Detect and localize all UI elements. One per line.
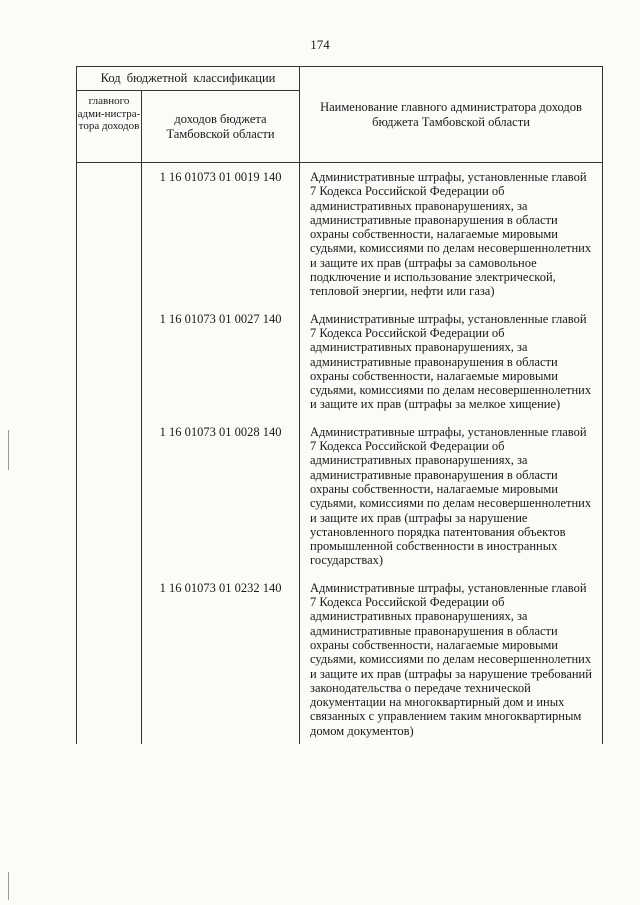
income-code-cell: 1 16 01073 01 0028 140	[142, 418, 300, 574]
header-administrator-name: Наименование главного администратора доходов бюджета Тамбовской области	[300, 67, 603, 163]
header-budget-classification-code: Код бюджетной классификации	[77, 67, 300, 91]
table-header	[77, 67, 603, 163]
income-description-cell: Административные штрафы, установленные главой 7 Кодекса Российской Федерации об административных правонарушениях, за административные правонарушения в области охраны собственности, налагаемые мировыми судьями, комиссиями по делам несовершеннолетних и защите их прав (штрафы за нарушение требований законодательства о передаче технической документации на многоквартирный дом и иных связанных с управлением таким многоквартирным домом документов)	[300, 574, 603, 744]
table-row	[77, 418, 603, 574]
admin-code-cell	[77, 163, 142, 305]
admin-code-cell	[77, 574, 142, 744]
scan-edge-mark	[8, 430, 9, 470]
admin-code-cell	[77, 305, 142, 418]
scan-edge-mark	[8, 872, 9, 900]
budget-classification-table	[76, 66, 603, 744]
table-row	[77, 574, 603, 744]
table-body	[77, 163, 603, 744]
header-chief-administrator: главного адми-нистра-тора доходов	[77, 91, 142, 163]
income-description-cell: Административные штрафы, установленные главой 7 Кодекса Российской Федерации об административных правонарушениях, за административные правонарушения в области охраны собственности, налагаемые мировыми судьями, комиссиями по делам несовершеннолетних и защите их прав (штрафы за нарушение установленного порядка патентования объектов промышленной собственности в иностранных государствах)	[300, 418, 603, 574]
header-regional-budget-income: доходов бюджета Тамбовской области	[142, 91, 300, 163]
income-description-cell: Административные штрафы, установленные главой 7 Кодекса Российской Федерации об административных правонарушениях, за административные правонарушения в области охраны собственности, налагаемые мировыми судьями, комиссиями по делам несовершеннолетних и защите их прав (штрафы за мелкое хищение)	[300, 305, 603, 418]
income-code-cell: 1 16 01073 01 0232 140	[142, 574, 300, 744]
income-description-cell: Административные штрафы, установленные главой 7 Кодекса Российской Федерации об административных правонарушениях, за административные правонарушения в области охраны собственности, налагаемые мировыми судьями, комиссиями по делам несовершеннолетних и защите их прав (штрафы за самовольное подключение и использование электрической, тепловой энергии, нефти или газа)	[300, 163, 603, 305]
income-code-cell: 1 16 01073 01 0019 140	[142, 163, 300, 305]
table-row	[77, 305, 603, 418]
page-number: 174	[310, 37, 330, 52]
table-row	[77, 163, 603, 305]
admin-code-cell	[77, 418, 142, 574]
income-code-cell: 1 16 01073 01 0027 140	[142, 305, 300, 418]
